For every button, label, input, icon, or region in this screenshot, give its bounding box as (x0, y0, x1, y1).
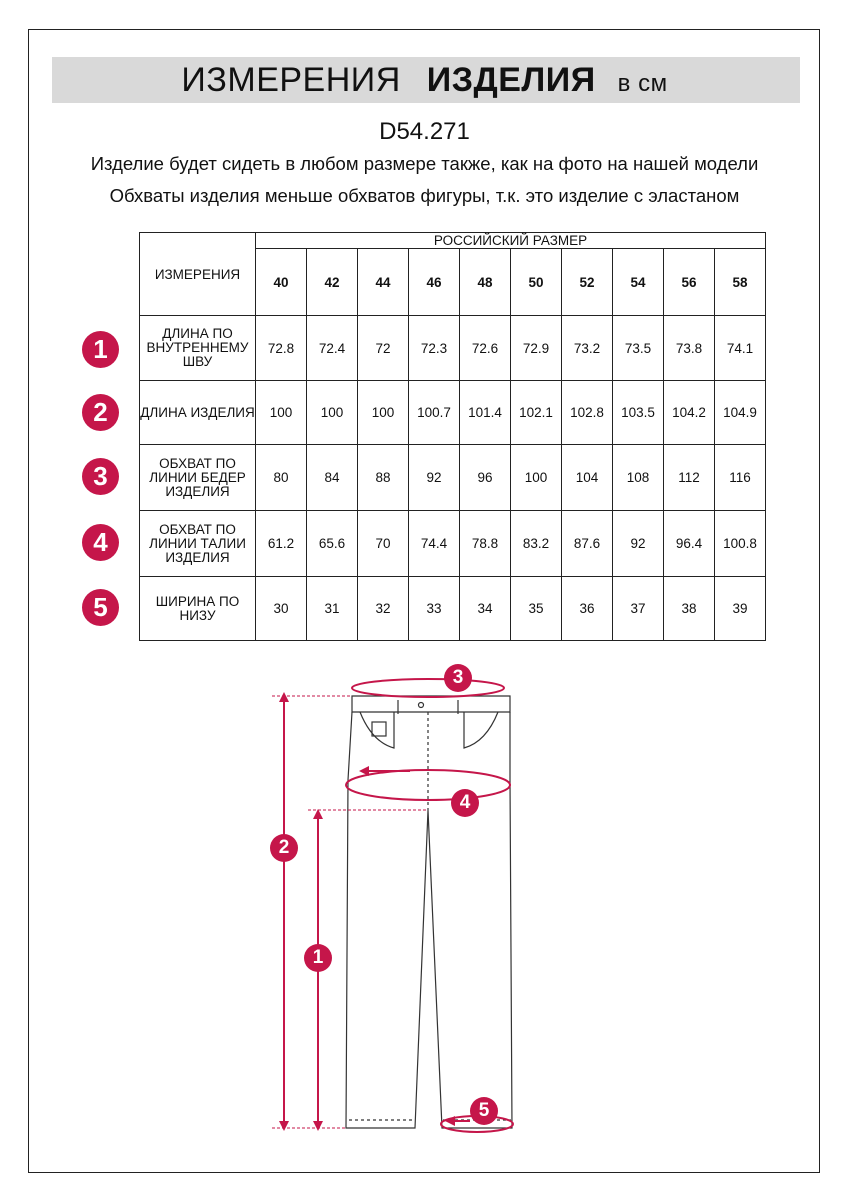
table-cell: 31 (307, 577, 358, 641)
table-cell: 96.4 (664, 511, 715, 577)
size-header: 50 (511, 249, 562, 316)
table-cell: 102.8 (562, 381, 613, 445)
table-cell: 74.1 (715, 316, 766, 381)
pants-outline (346, 696, 512, 1128)
title-units: в см (617, 70, 668, 97)
table-cell: 35 (511, 577, 562, 641)
table-cell: 92 (613, 511, 664, 577)
table-cell: 74.4 (409, 511, 460, 577)
diagram-marker-hip: 3 (444, 664, 472, 692)
table-cell: 84 (307, 445, 358, 511)
row-number-badge: 4 (82, 524, 119, 561)
table-cell: 104.2 (664, 381, 715, 445)
row-label-hip: ОБХВАТ ПО ЛИНИИ БЕДЕР ИЗДЕЛИЯ (140, 445, 256, 511)
table-cell: 38 (664, 577, 715, 641)
row-label-waist: ОБХВАТ ПО ЛИНИИ ТАЛИИ ИЗДЕЛИЯ (140, 511, 256, 577)
table-cell: 103.5 (613, 381, 664, 445)
table-cell: 78.8 (460, 511, 511, 577)
table-cell: 72.6 (460, 316, 511, 381)
row-number-badge: 2 (82, 394, 119, 431)
size-header: 54 (613, 249, 664, 316)
table-cell: 104.9 (715, 381, 766, 445)
row-label-hem-width: ШИРИНА ПО НИЗУ (140, 577, 256, 641)
table-cell: 73.5 (613, 316, 664, 381)
size-header: 40 (256, 249, 307, 316)
table-cell: 92 (409, 445, 460, 511)
title-part1: ИЗМЕРЕНИЯ (181, 61, 401, 99)
table-cell: 100 (307, 381, 358, 445)
table-cell: 72.4 (307, 316, 358, 381)
table-cell: 36 (562, 577, 613, 641)
row-number-badge: 3 (82, 458, 119, 495)
size-header: 44 (358, 249, 409, 316)
diagram-marker-hem: 5 (470, 1097, 498, 1125)
table-cell: 100 (256, 381, 307, 445)
table-cell: 72 (358, 316, 409, 381)
table-cell: 33 (409, 577, 460, 641)
table-cell: 37 (613, 577, 664, 641)
size-header: 52 (562, 249, 613, 316)
table-cell: 32 (358, 577, 409, 641)
row-number-badge: 1 (82, 331, 119, 368)
table-cell: 100 (511, 445, 562, 511)
size-header: 48 (460, 249, 511, 316)
size-header: 46 (409, 249, 460, 316)
table-cell: 70 (358, 511, 409, 577)
waist-ellipse (352, 679, 504, 697)
row-label-inseam: ДЛИНА ПО ВНУТРЕННЕМУ ШВУ (140, 316, 256, 381)
table-cell: 112 (664, 445, 715, 511)
note-fit: Изделие будет сидеть в любом размере также, как на фото на нашей модели (90, 153, 759, 174)
table-cell: 34 (460, 577, 511, 641)
measurements-header: ИЗМЕРЕНИЯ (140, 233, 256, 316)
table-cell: 100.7 (409, 381, 460, 445)
note-elastane: Обхваты изделия меньше обхватов фигуры, т.к. это изделие с эластаном (109, 185, 740, 206)
table-cell: 72.8 (256, 316, 307, 381)
size-header: 42 (307, 249, 358, 316)
table-cell: 102.1 (511, 381, 562, 445)
table-cell: 39 (715, 577, 766, 641)
row-label-length: ДЛИНА ИЗДЕЛИЯ (140, 381, 256, 445)
title-part2: ИЗДЕЛИЯ (426, 61, 596, 99)
table-cell: 73.8 (664, 316, 715, 381)
table-cell: 61.2 (256, 511, 307, 577)
table-cell: 96 (460, 445, 511, 511)
diagram-marker-length: 2 (270, 834, 298, 862)
row-number-badge: 5 (82, 589, 119, 626)
table-cell: 73.2 (562, 316, 613, 381)
table-cell: 65.6 (307, 511, 358, 577)
table-cell: 88 (358, 445, 409, 511)
table-cell: 100.8 (715, 511, 766, 577)
size-header: 56 (664, 249, 715, 316)
table-cell: 116 (715, 445, 766, 511)
product-code: D54.271 (379, 118, 470, 145)
table-cell: 87.6 (562, 511, 613, 577)
table-cell: 80 (256, 445, 307, 511)
size-header: 58 (715, 249, 766, 316)
size-system-header: РОССИЙСКИЙ РАЗМЕР (256, 233, 766, 249)
table-cell: 108 (613, 445, 664, 511)
table-cell: 72.9 (511, 316, 562, 381)
table-cell: 104 (562, 445, 613, 511)
table-cell: 100 (358, 381, 409, 445)
table-cell: 101.4 (460, 381, 511, 445)
table-cell: 83.2 (511, 511, 562, 577)
diagram-marker-inseam: 1 (304, 944, 332, 972)
table-cell: 30 (256, 577, 307, 641)
diagram-marker-waist: 4 (451, 789, 479, 817)
table-cell: 72.3 (409, 316, 460, 381)
